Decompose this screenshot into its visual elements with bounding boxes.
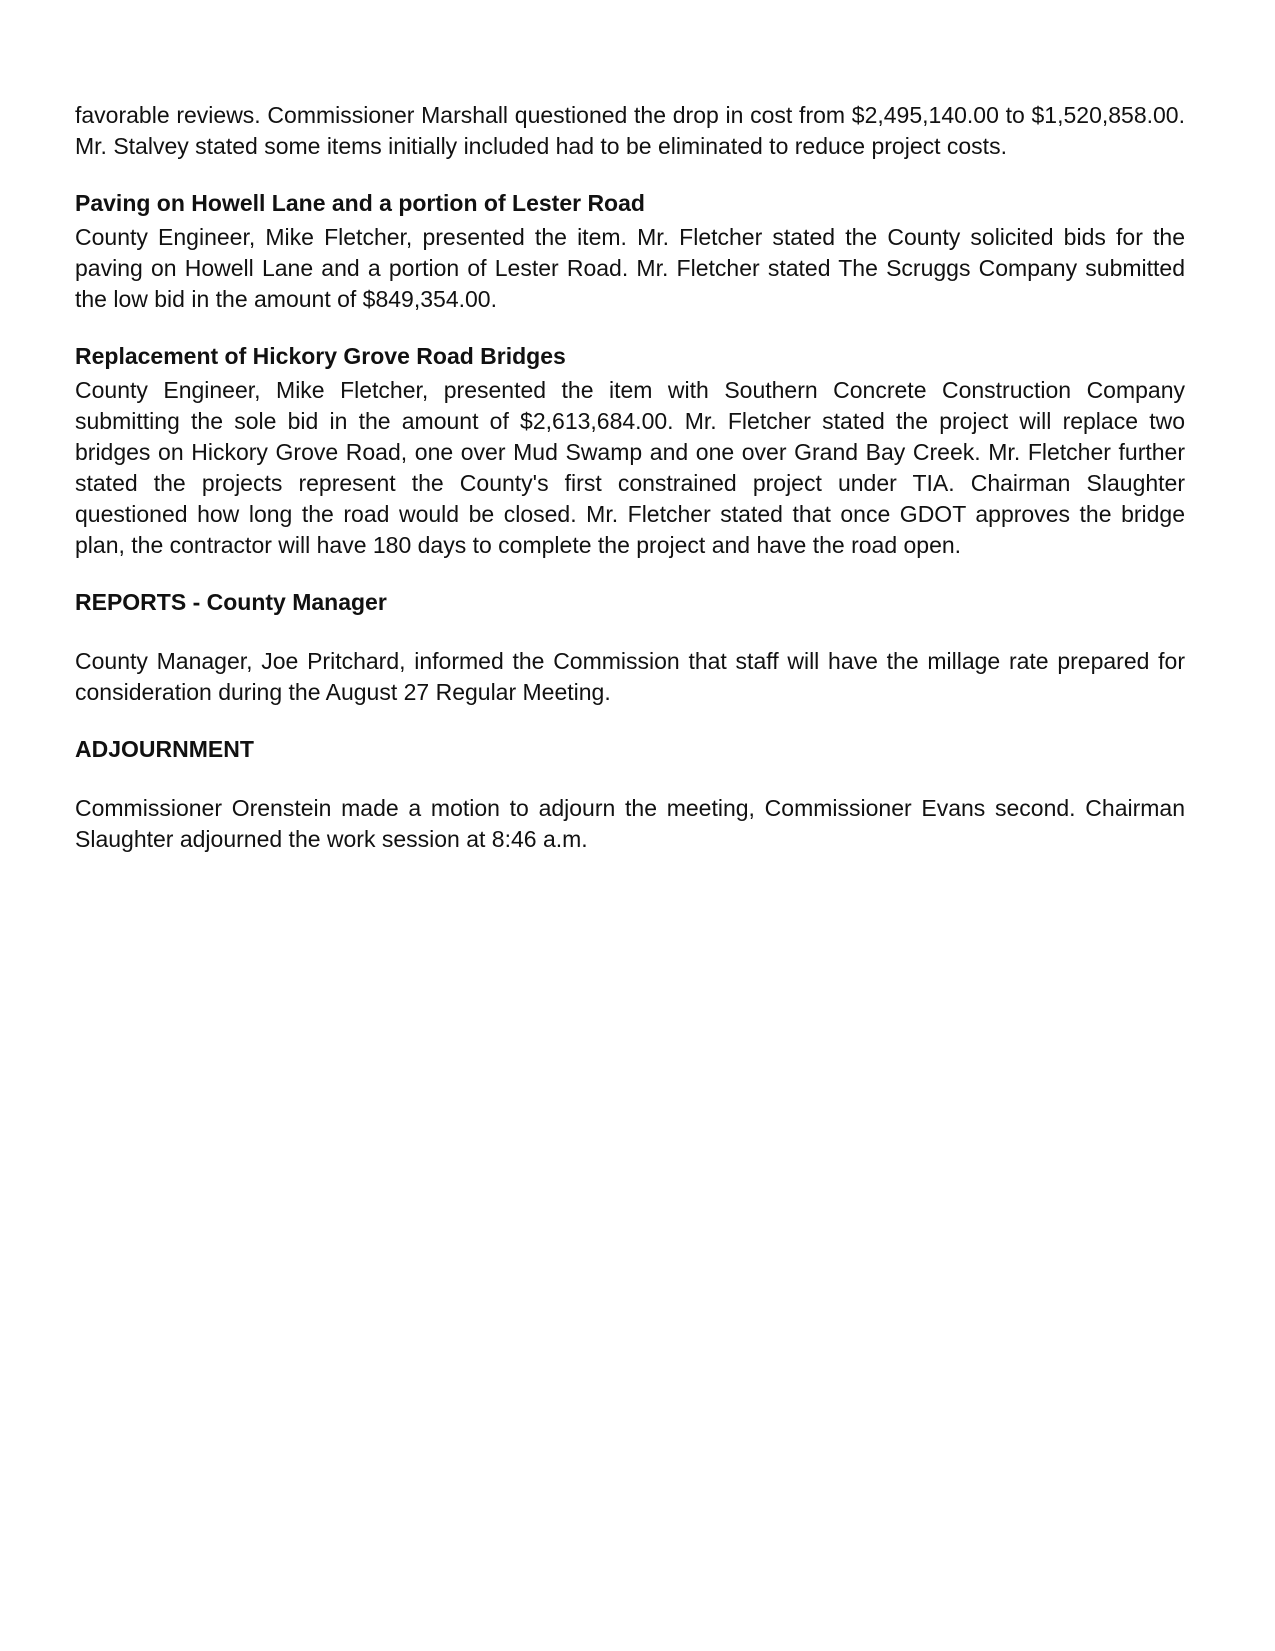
document-page <box>75 100 1185 855</box>
section-heading-bridges: Replacement of Hickory Grove Road Bridges <box>75 343 566 369</box>
section-heading-paving: Paving on Howell Lane and a portion of Lester Road <box>75 190 645 216</box>
section-body-bridges: County Engineer, Mike Fletcher, presented the item with Southern Concrete Construction Company submitting the sole bid in the amount of $2,613,684.00. Mr. Fletcher stated the project will replace two bridges on Hickory Grove Road, one over Mud Swamp and one over Grand Bay Creek. Mr. Fletcher further stated the projects represent the County's first constrained project under TIA. Chairman Slaughter questioned how long the road would be closed. Mr. Fletcher stated that once GDOT approves the bridge plan, the contractor will have 180 days to complete the project and have the road open. <box>75 377 1185 558</box>
section-body-paving: County Engineer, Mike Fletcher, presented the item. Mr. Fletcher stated the County solicited bids for the paving on Howell Lane and a portion of Lester Road. Mr. Fletcher stated The Scruggs Company submitted the low bid in the amount of $849,354.00. <box>75 224 1185 312</box>
intro-paragraph: favorable reviews. Commissioner Marshall questioned the drop in cost from $2,495,140.00 to $1,520,858.00. Mr. Stalvey stated some items initially included had to be eliminated to reduce project costs. <box>75 102 1185 159</box>
section-body-adjournment: Commissioner Orenstein made a motion to adjourn the meeting, Commissioner Evans second. Chairman Slaughter adjourned the work session at 8:46 a.m. <box>75 795 1185 852</box>
section-body-reports: County Manager, Joe Pritchard, informed the Commission that staff will have the millage rate prepared for consideration during the August 27 Regular Meeting. <box>75 648 1185 705</box>
section-heading-adjournment: ADJOURNMENT <box>75 736 254 762</box>
section-heading-reports: REPORTS - County Manager <box>75 589 387 615</box>
